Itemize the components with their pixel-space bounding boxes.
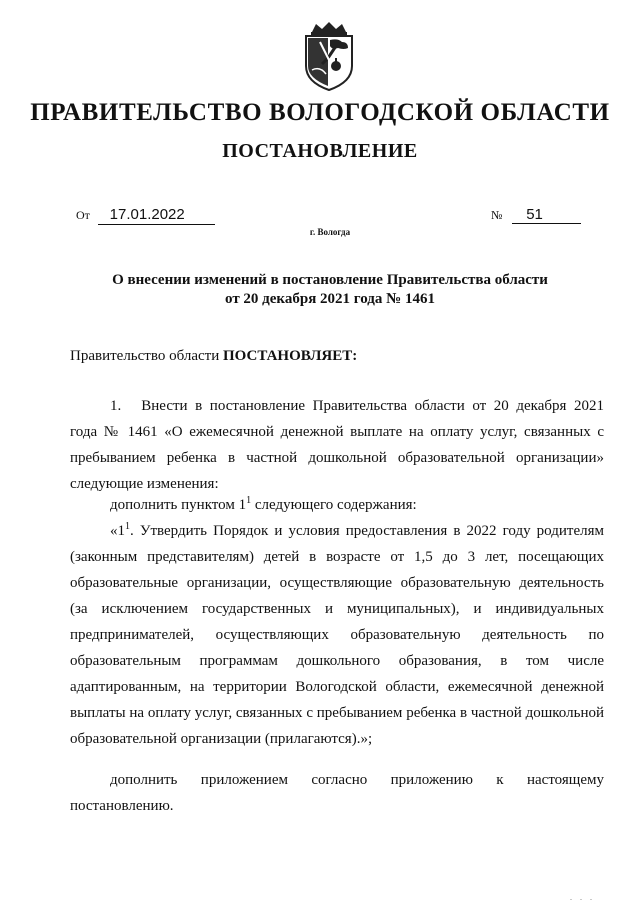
government-heading: ПРАВИТЕЛЬСТВО ВОЛОГОДСКОЙ ОБЛАСТИ xyxy=(30,99,610,126)
preamble-bold: ПОСТАНОВЛЯЕТ: xyxy=(222,348,358,364)
paragraph-2 xyxy=(70,492,604,518)
document-number: 51 xyxy=(512,206,581,224)
paragraph-1-number: 1. xyxy=(110,398,122,414)
document-date: 17.01.2022 xyxy=(109,206,185,223)
date-prefix: От xyxy=(76,208,90,222)
preamble xyxy=(70,343,604,369)
page-mark: . . . xyxy=(570,893,595,902)
date-field xyxy=(76,206,215,225)
vologda-coat-of-arms-icon xyxy=(298,20,360,92)
title-line-1: О внесении изменений в постановление Правительства области xyxy=(112,272,548,288)
number-field xyxy=(491,206,581,224)
document-type-heading: ПОСТАНОВЛЕНИЕ xyxy=(222,140,418,162)
paragraph-2-superscript: 1 xyxy=(246,495,252,506)
paragraph-4: дополнить приложением согласно приложению к настоящему постановлению. xyxy=(70,772,604,814)
title-line-2: от 20 декабря 2021 года № 1461 xyxy=(225,291,435,307)
paragraph-2-start: дополнить пунктом 1 xyxy=(110,497,247,513)
paragraph-3 xyxy=(70,518,604,752)
number-prefix: № xyxy=(491,208,503,222)
document-title xyxy=(60,271,600,309)
preamble-text: Правительство области xyxy=(70,348,223,364)
paragraph-3-superscript: 1 xyxy=(125,521,130,532)
paragraph-1 xyxy=(70,393,604,497)
paragraph-3-start: «1 xyxy=(110,523,125,539)
paragraph-1-text: Внести в постановление Правительства области от 20 декабря 2021 года № 1461 «О ежемесячной денежной выплате на оплату услуг, связанных с пребыванием ребенка в частной дошкольной образовательной организации» следующие изменения: xyxy=(70,398,604,492)
paragraph-3-text: . Утвердить Порядок и условия предоставления в 2022 году родителям (законным представителям) детей в возрасте от 1,5 до 3 лет, посещающих образовательные организации, осуществляющие образовательную деятельность (за исключением государственных и муниципальных), и индивидуальных предпринимателей, осуществляющих образовательную деятельность по образовательным программам дошкольного образования, в том числе адаптированным, на территории Вологодской области, ежемесячной денежной выплаты на оплату услуг, связанных с пребыванием ребенка в частной дошкольной образовательной организации (прилагаются).»; xyxy=(70,523,604,747)
paragraph-2-end: следующего содержания: xyxy=(251,497,417,513)
city-label: г. Вологда xyxy=(309,227,351,237)
